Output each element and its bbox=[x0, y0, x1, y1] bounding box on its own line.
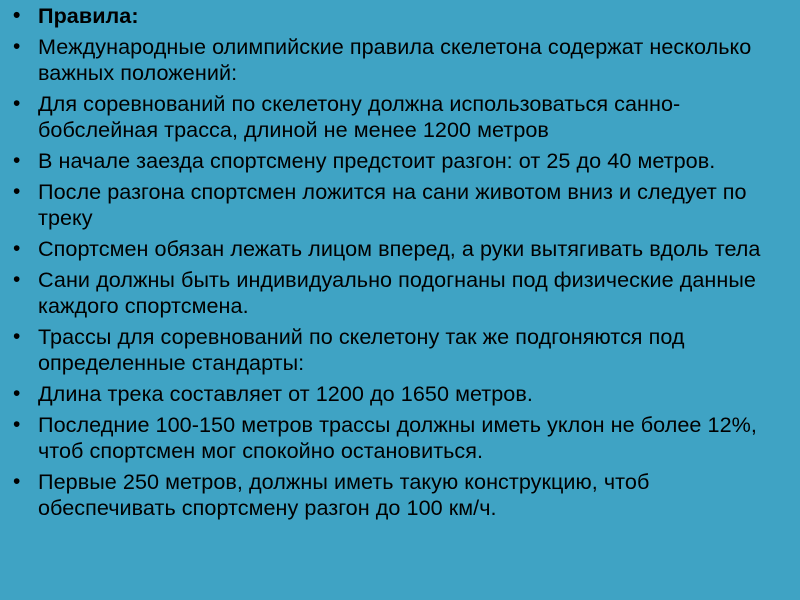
bullet-marker: • bbox=[13, 382, 21, 405]
bullet-marker: • bbox=[13, 4, 21, 27]
bullet-text: После разгона спортсмен ложится на сани животом вниз и следует по треку bbox=[38, 179, 747, 230]
bullet-marker: • bbox=[13, 413, 21, 436]
bullet-item-10 bbox=[10, 469, 790, 521]
bullet-item-4 bbox=[10, 179, 790, 231]
bullet-item-8 bbox=[10, 381, 790, 407]
bullet-marker: • bbox=[13, 149, 21, 172]
bullet-text: Сани должны быть индивидуально подогнаны под физические данные каждого спортсмена. bbox=[38, 267, 756, 318]
bullet-marker: • bbox=[13, 180, 21, 203]
bullet-marker: • bbox=[13, 237, 21, 260]
bullet-text: Длина трека составляет от 1200 до 1650 метров. bbox=[38, 381, 533, 406]
bullet-text: Для соревнований по скелетону должна использоваться санно-бобслейная трасса, длиной не менее 1200 метров bbox=[38, 91, 681, 142]
bullet-item-1 bbox=[10, 34, 790, 86]
bullet-text: Международные олимпийские правила скелетона содержат несколько важных положений: bbox=[38, 34, 752, 85]
bullet-item-9 bbox=[10, 412, 790, 464]
bullet-item-5 bbox=[10, 236, 790, 262]
bullet-text: Последние 100-150 метров трассы должны иметь уклон не более 12%, чтоб спортсмен мог спокойно остановиться. bbox=[38, 412, 757, 463]
bullet-marker: • bbox=[13, 268, 21, 291]
bullet-marker: • bbox=[13, 35, 21, 58]
bullet-item-3 bbox=[10, 148, 790, 174]
bullet-text: Спортсмен обязан лежать лицом вперед, а руки вытягивать вдоль тела bbox=[38, 236, 761, 261]
bullet-marker: • bbox=[13, 325, 21, 348]
slide-heading bbox=[10, 3, 790, 29]
bullet-item-6 bbox=[10, 267, 790, 319]
heading-text: Правила: bbox=[38, 3, 139, 28]
bullet-list bbox=[10, 3, 790, 521]
bullet-text: Трассы для соревнований по скелетону так же подгоняются под определенные стандарты: bbox=[38, 324, 685, 375]
bullet-text: Первые 250 метров, должны иметь такую конструкцию, чтоб обеспечивать спортсмену разгон до 100 км/ч. bbox=[38, 469, 650, 520]
bullet-item-7 bbox=[10, 324, 790, 376]
bullet-text: В начале заезда спортсмену предстоит разгон: от 25 до 40 метров. bbox=[38, 148, 716, 173]
bullet-marker: • bbox=[13, 92, 21, 115]
bullet-marker: • bbox=[13, 470, 21, 493]
bullet-item-2 bbox=[10, 91, 790, 143]
